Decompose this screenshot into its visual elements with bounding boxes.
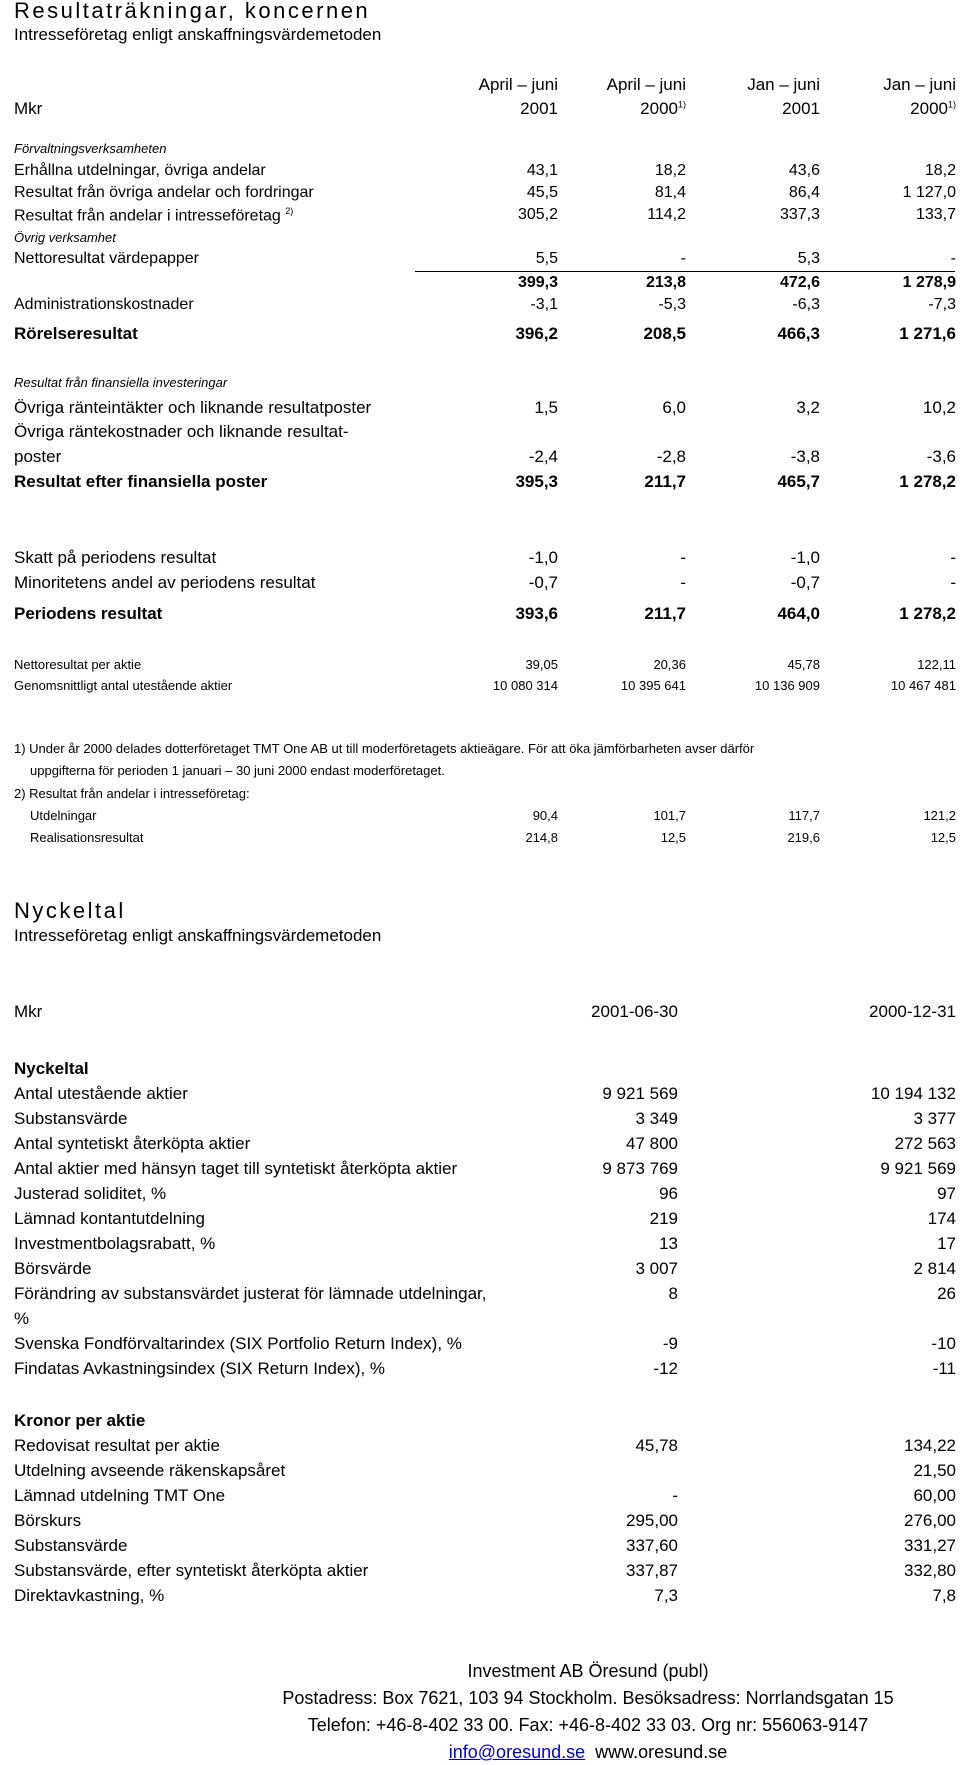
table-row: Börskurs 295,00 276,00 xyxy=(14,1511,956,1530)
column-header-years xyxy=(14,99,956,123)
section-heading: Kronor per aktie xyxy=(14,1411,146,1430)
col1-year: 2001 xyxy=(520,99,558,118)
table-row: Lämnad kontantutdelning 219 174 xyxy=(14,1209,956,1228)
subtotal-row: 399,3 213,8 472,6 1 278,9 xyxy=(517,274,956,291)
section-heading: Resultat från finansiella investeringar xyxy=(14,375,228,390)
col1-period: April – juni xyxy=(478,75,558,94)
footnote-2: 2) Resultat från andelar i intresseföretag: xyxy=(14,786,250,801)
table-row: Övriga ränteintäkter och liknande resultatposter 1,5 6,0 3,2 10,2 xyxy=(14,398,956,417)
table-row: poster -2,4 -2,8 -3,8 -3,6 xyxy=(14,447,956,466)
table-row: Skatt på periodens resultat -1,0 - -1,0 - xyxy=(14,548,956,567)
table-row: Substansvärde, efter syntetiskt återköpta aktier 337,87 332,80 xyxy=(14,1561,956,1580)
footer-contact xyxy=(108,1742,960,1763)
period-result-row: Periodens resultat 393,6 211,7 464,0 1 278,2 xyxy=(14,604,956,623)
col2-year: 2000$^{1)}$ xyxy=(640,99,686,118)
table-row: Realisationsresultat 214,8 12,5 219,6 12,5 xyxy=(30,830,956,845)
column-header-periods xyxy=(14,75,956,99)
table-row: Nettoresultat värdepapper 5,5 - 5,3 - xyxy=(14,250,956,267)
col4-note: 1) xyxy=(947,99,956,110)
keyfigures-title: Nyckeltal xyxy=(14,898,126,923)
table-row: Findatas Avkastningsindex (SIX Return Index), % -12 -11 xyxy=(14,1359,956,1378)
email-link[interactable]: info@oresund.se xyxy=(448,1742,586,1762)
result-after-financial-row: Resultat efter finansiella poster 395,3 211,7 465,7 1 278,2 xyxy=(14,472,956,491)
footnote-1-cont: uppgifterna för perioden 1 januari – 30 juni 2000 endast moderföretaget. xyxy=(30,763,445,778)
footer-address: Postadress: Box 7621, 103 94 Stockholm. Besöksadress: Norrlandsgatan 15 xyxy=(282,1688,894,1708)
table-row: Svenska Fondförvaltarindex (SIX Portfolio Return Index), % -9 -10 xyxy=(14,1334,956,1353)
table-row-label-line: % xyxy=(14,1309,30,1328)
table-row: Substansvärde 337,60 331,27 xyxy=(14,1536,956,1555)
col3-period: Jan – juni xyxy=(747,75,820,94)
table-row: Substansvärde 3 349 3 377 xyxy=(14,1109,956,1128)
section-heading: Nyckeltal xyxy=(14,1059,89,1078)
table-row: Lämnad utdelning TMT One - 60,00 xyxy=(14,1486,956,1505)
table-row: Genomsnittligt antal utestående aktier 10 080 314 10 395 641 10 136 909 10 467 481 xyxy=(14,678,956,693)
col4-year: 2000$^{1)}$ xyxy=(910,99,956,118)
table-row: Utdelningar 90,4 101,7 117,7 121,2 xyxy=(30,808,956,823)
table-row: Redovisat resultat per aktie 45,78 134,22 xyxy=(14,1436,956,1455)
footer-phone: Telefon: +46-8-402 33 00. Fax: +46-8-402 33 03. Org nr: 556063-9147 xyxy=(307,1715,869,1735)
table-row: Direktavkastning, % 7,3 7,8 xyxy=(14,1586,956,1605)
col3-year: 2001 xyxy=(782,99,820,118)
table-row: Resultat från övriga andelar och fordringar 45,5 81,4 86,4 1 127,0 xyxy=(14,184,956,201)
keyfigures-subtitle: Intresseföretag enligt anskaffningsvärdemetoden xyxy=(14,926,382,945)
table-row: Nettoresultat per aktie 39,05 20,36 45,78 122,11 xyxy=(14,657,956,672)
income-title: Resultaträkningar, koncernen xyxy=(14,0,371,23)
col4-period: Jan – juni xyxy=(883,75,956,94)
table-row: Justerad soliditet, % 96 97 xyxy=(14,1184,956,1203)
table-row: Minoritetens andel av periodens resultat -0,7 - -0,7 - xyxy=(14,573,956,592)
table-row-label-line: Övriga räntekostnader och liknande resultat- xyxy=(14,422,349,441)
table-row: Förändring av substansvärdet justerat för lämnade utdelningar, 8 26 xyxy=(14,1284,956,1303)
keyfigures-header: Mkr 2001-06-30 2000-12-31 xyxy=(14,1002,956,1021)
table-row: Erhållna utdelningar, övriga andelar 43,1 18,2 43,6 18,2 xyxy=(14,162,956,179)
table-row: Antal aktier med hänsyn taget till syntetiskt återköpta aktier 9 873 769 9 921 569 xyxy=(14,1159,956,1178)
operating-result-row: Rörelseresultat 396,2 208,5 466,3 1 271,6 xyxy=(14,324,956,343)
footer-company: Investment AB Öresund (publ) xyxy=(467,1661,709,1681)
unit-label: Mkr xyxy=(14,99,43,118)
web-address: www.oresund.se xyxy=(595,1742,728,1762)
footnote-ref: 2) xyxy=(285,206,294,216)
section-heading: Övrig verksamhet xyxy=(14,230,116,245)
table-row: Utdelning avseende räkenskapsåret 21,50 xyxy=(14,1461,956,1480)
subtotal-rule xyxy=(415,271,955,272)
col2-period: April – juni xyxy=(606,75,686,94)
table-row: Resultat från andelar i intresseföretag $^{2)}$ 305,2 114,2 337,3 133,7 xyxy=(14,206,956,225)
table-row: Börsvärde 3 007 2 814 xyxy=(14,1259,956,1278)
table-row: Antal utestående aktier 9 921 569 10 194 132 xyxy=(14,1084,956,1103)
table-row: Investmentbolagsrabatt, % 13 17 xyxy=(14,1234,956,1253)
table-row: Antal syntetiskt återköpta aktier 47 800 272 563 xyxy=(14,1134,956,1153)
footnote-1: 1) Under år 2000 delades dotterföretaget TMT One AB ut till moderföretagets aktieägare. För att öka jämförbarheten avser därför xyxy=(14,741,755,756)
income-subtitle: Intresseföretag enligt anskaffningsvärdemetoden xyxy=(14,25,382,44)
table-row: Administrationskostnader -3,1 -5,3 -6,3 -7,3 xyxy=(14,296,956,313)
col2-note: 1) xyxy=(677,99,686,110)
section-heading: Förvaltningsverksamheten xyxy=(14,141,167,156)
